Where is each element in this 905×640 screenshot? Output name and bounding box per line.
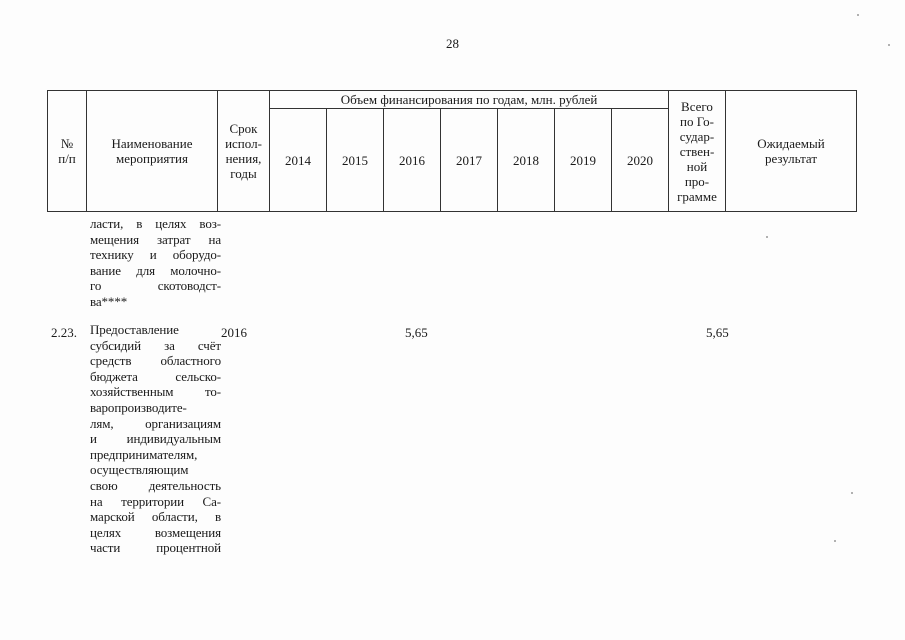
item-name [90, 322, 221, 556]
header-total [669, 91, 726, 212]
text-line: вание для молочно- [90, 262, 221, 278]
header-name [87, 91, 218, 212]
continuation-text [90, 216, 221, 310]
text-line: средств областного [90, 353, 221, 369]
header-term-line: испол- [225, 136, 262, 151]
header-num [48, 91, 87, 212]
text-line: субсидий за счёт [90, 337, 221, 353]
text-line: лям, организациям [90, 415, 221, 431]
header-year: 2019 [555, 109, 612, 212]
text-line: мещения затрат на [90, 231, 221, 247]
item-number: 2.23. [51, 325, 77, 340]
text-line: го скотоводст- [90, 278, 221, 294]
header-total-line: ной [686, 158, 708, 174]
item-total: 5,65 [706, 325, 729, 340]
text-line: предпринимателям, [90, 446, 198, 462]
item-term: 2016 [221, 325, 247, 340]
text-line: и индивидуальным [90, 431, 221, 447]
header-year: 2015 [327, 109, 384, 212]
text-line: свою деятельность [90, 477, 221, 493]
text-line: технику и оборудо- [90, 247, 221, 263]
text-line: на территории Са- [90, 493, 221, 509]
text-line: варопроизводите- [90, 399, 187, 415]
item-value-2016: 5,65 [405, 325, 428, 340]
header-total-line: по Го- [680, 113, 714, 129]
header-financing: Объем финансирования по годам, млн. рублей [270, 91, 669, 109]
header-total-line: ствен- [679, 143, 715, 159]
text-line: целях возмещения [90, 524, 221, 540]
text-line: бюджета сельско- [90, 368, 221, 384]
header-year: 2014 [270, 109, 327, 212]
scan-speck [857, 14, 859, 16]
text-line: хозяйственным то- [90, 384, 221, 400]
header-term-line: нения, [225, 151, 262, 166]
header-year: 2018 [498, 109, 555, 212]
header-year: 2020 [612, 109, 669, 212]
header-term [218, 91, 270, 212]
text-line: ва**** [90, 293, 128, 309]
header-total-line: грамме [677, 188, 717, 204]
scan-speck [766, 236, 768, 238]
header-year: 2017 [441, 109, 498, 212]
scan-speck [888, 44, 890, 46]
header-year: 2016 [384, 109, 441, 212]
header-total-line: судар- [679, 128, 715, 144]
header-name-label: Наименование мероприятия [111, 136, 193, 166]
text-line: марской области, в [90, 509, 221, 525]
text-line: ласти, в целях воз- [90, 216, 221, 231]
text-line: Предоставление [90, 322, 179, 337]
table-header [47, 90, 857, 212]
text-line: части процентной [90, 540, 221, 556]
header-term-line: годы [230, 166, 257, 181]
text-line: осуществляющим [90, 462, 189, 478]
scan-speck [834, 540, 836, 542]
page-number: 28 [446, 36, 459, 51]
header-term-line: Срок [229, 121, 258, 136]
header-total-line: Всего [681, 98, 713, 114]
header-result [726, 91, 857, 212]
scan-speck [851, 492, 853, 494]
header-total-line: про- [684, 173, 710, 189]
header-num-label: № п/п [58, 136, 76, 166]
header-result-label: Ожидаемый результат [757, 136, 825, 166]
